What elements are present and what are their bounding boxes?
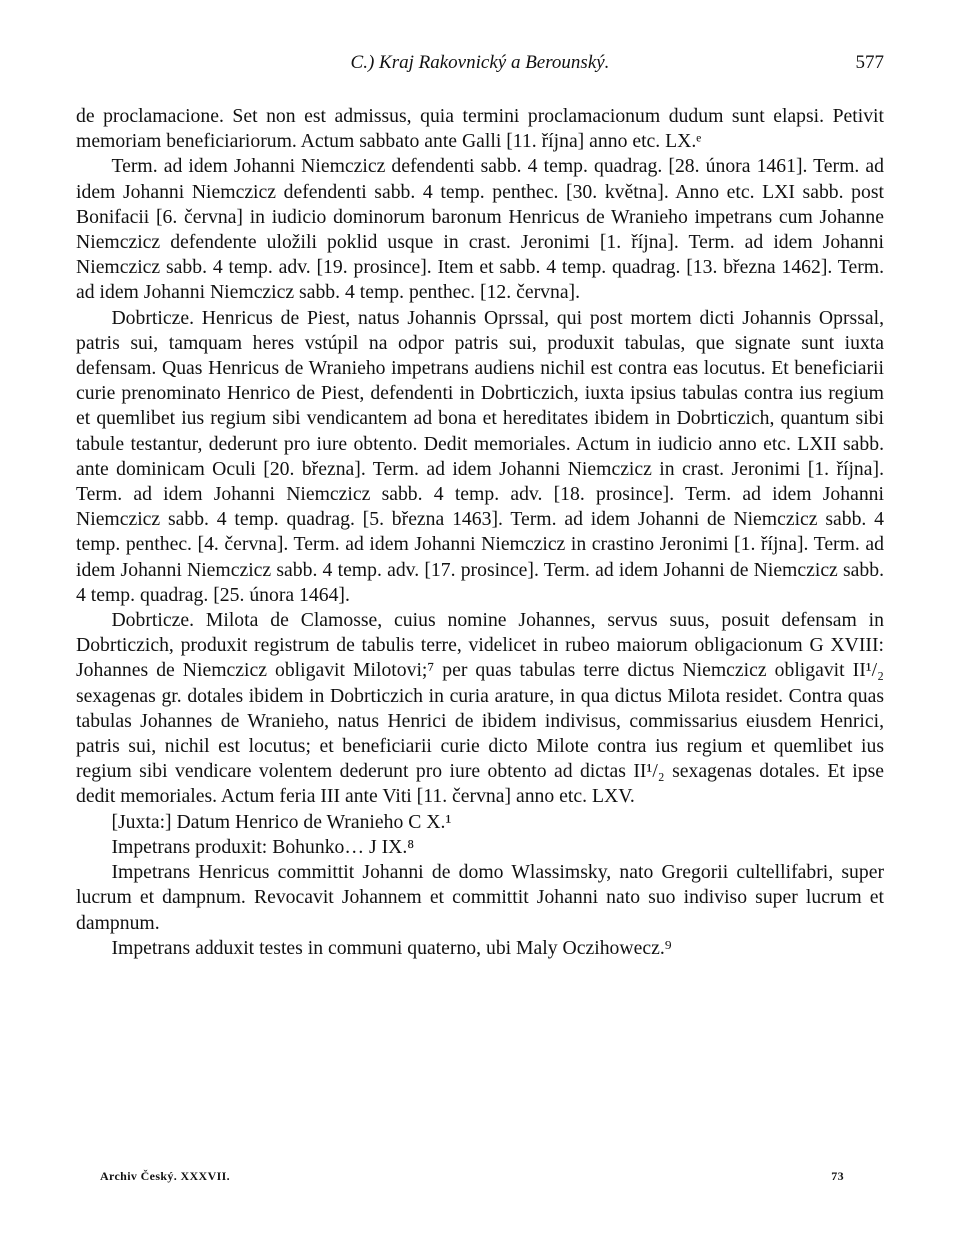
page-number: 577	[855, 52, 884, 73]
running-header	[76, 52, 884, 78]
sheet-number: 73	[831, 1169, 844, 1183]
paragraph-juxta: [Juxta:] Datum Henrico de Wranieho C X.¹	[111, 810, 452, 833]
paragraph-impetrans-committit: Impetrans Henricus committit Johanni de domo Wlassimsky, nato Gregorii cultellifabri, super lucrum et dampnum. Revocavit Johannem et committit Johanni nato suo indiviso super lucrum et dampnum.	[76, 861, 884, 934]
body-text	[76, 104, 884, 961]
paragraph-impetrans-adduxit: Impetrans adduxit testes in communi quaterno, ubi Maly Oczihowecz.⁹	[111, 936, 672, 959]
paragraph-2: Term. ad idem Johanni Niemczicz defendenti sabb. 4 temp. quadrag. [28. února 1461]. Term. ad idem Johanni Niemczicz defendenti sabb. 4 temp. penthec. [30. května]. Anno etc. LXI sabb. post Bonifacii [6. června] in iudicio dominorum baronum Henricus de Wranieho impetrans cum Johanne Niemczicz defendente uložili poklid usque in crast. Jeronimi [1. října]. Term. ad idem Johanni Niemczicz sabb. 4 temp. adv. [19. prosince]. Item et sabb. 4 temp. quadrag. [13. března 1462]. Term. ad idem Johanni Niemczicz sabb. 4 temp. penthec. [12. června].	[76, 155, 884, 304]
paragraph-3: Dobrticze. Henricus de Piest, natus Johannis Oprssal, qui post mortem dicti Johannis Oprssal, patris sui, tamquam heres vstúpil na odpor patris sui, produxit tabulas, que signate sunt iuxta defensam. Quas Henricus de Wranieho impetrans audiens nichil est contra eas locutus. Et beneficiarii curie prenominato Henrico de Piest, defendenti in Dobrticzich, iuxta ipsius tabulas contra ius regium et quemlibet ius regium sibi vendicantem ad bona et hereditates ibidem in Dobrticzich, quantum sibi tabule testantur, dederunt pro iure obtento. Dedit memoriales. Actum in iudicio anno etc. LXII sabb. ante dominicam Oculi [20. března]. Term. ad idem Johanni Niemczicz in crast. Jeronimi [1. října]. Term. ad idem Johanni Niemczicz sabb. 4 temp. adv. [18. prosince]. Term. ad idem Johanni Niemczicz sabb. 4 temp. quadrag. [5. března 1463]. Term. ad idem Johanni de Niemczicz sabb. 4 temp. penthec. [4. června]. Term. ad idem Johanni Niemczicz in crastino Jeronimi [1. října]. Term. ad idem Johanni Niemczicz sabb. 4 temp. adv. [17. prosince]. Term. ad idem Johanni de Niemczicz sabb. 4 temp. quadrag. [25. února 1464].	[76, 306, 884, 606]
paragraph-impetrans-produxit: Impetrans produxit: Bohunko… J IX.⁸	[111, 835, 415, 858]
running-title: C.) Kraj Rakovnický a Berounský.	[350, 52, 610, 73]
paragraph-1: de proclamacione. Set non est admissus, quia termini proclamacionum dudum sunt elapsi. Petivit memoriam beneficiariorum. Actum sabbato ante Galli [11. října] anno etc. LX.ᵉ	[76, 105, 884, 153]
page-footer	[100, 1169, 844, 1187]
paragraph-4: Dobrticze. Milota de Clamosse, cuius nomine Johannes, servus suus, posuit defensam in Dobrticzich, produxit registrum de tabulis terre, videlicet in rubeo maiorum obligacionum G XVIII: Johannes de Niemczicz obligavit Milotovi;⁷ per quas tabulas terre dictus Niemczicz obligavit II¹/₂ sexagenas gr. dotales ibidem in Dobrticzich in curia arature, in qua dictus Milota residet. Contra quas tabulas Johannes de Wranieho, natus Henrici de ibidem indivisus, commissarius eiusdem Henrici, patris sui, nichil est locutus; et beneficiarii curie dicto Milote contra ius regium et quemlibet ius regium sibi vendicare volentem dederunt pro iure obtento ad dictas II¹/₂ sexagenas dotales. Et ipse dedit memoriales. Actum feria III ante Viti [11. června] anno etc. LXV.	[76, 609, 884, 808]
signature-mark: Archiv Český. XXXVII.	[100, 1169, 231, 1183]
